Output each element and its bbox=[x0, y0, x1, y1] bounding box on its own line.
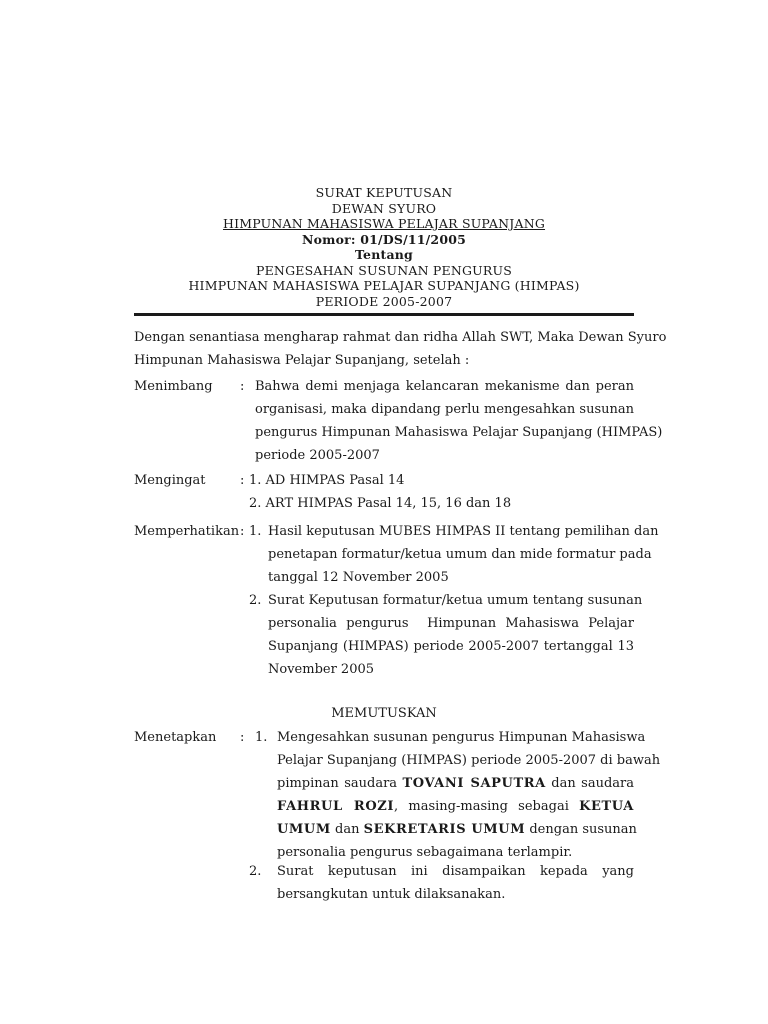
header-organization: HIMPUNAN MAHASISWA PELAJAR SUPANJANG bbox=[222, 216, 546, 231]
mengingat-item-2 bbox=[249, 492, 511, 515]
menetapkan-line bbox=[277, 818, 637, 841]
menetapkan-item-2-number: 2. bbox=[249, 864, 262, 879]
header-period: PERIODE 2005-2007 bbox=[315, 293, 453, 309]
memperhatikan-line: Surat Keputusan formatur/ketua umum tentang susunan bbox=[268, 593, 643, 608]
intro-line-2: Himpunan Mahasiswa Pelajar Supanjang, setelah : bbox=[134, 353, 470, 368]
memperhatikan-line: Hasil keputusan MUBES HIMPAS II tentang pemilihan dan bbox=[268, 524, 659, 539]
secretary-role: SEKRETARIS UMUM bbox=[363, 822, 526, 837]
menetapkan-colon: : bbox=[240, 730, 245, 745]
memperhatikan-item-1 bbox=[268, 520, 659, 589]
memperhatikan-item-1-number: 1. bbox=[249, 524, 262, 539]
menetapkan-text: , masing-masing sebagai bbox=[394, 799, 569, 814]
intro-line-1: Dengan senantiasa mengharap rahmat dan ridha Allah SWT, Maka Dewan Syuro bbox=[134, 330, 667, 345]
mengingat-item-text: ART HIMPAS Pasal 14, 15, 16 dan 18 bbox=[265, 496, 512, 511]
menetapkan-item-1 bbox=[277, 726, 661, 864]
mengingat-item-text: AD HIMPAS Pasal 14 bbox=[265, 473, 405, 488]
mengingat-colon: : bbox=[240, 473, 245, 488]
memperhatikan-line: penetapan formatur/ketua umum dan mide formatur pada bbox=[268, 547, 652, 562]
document-header bbox=[134, 185, 634, 309]
memperhatikan-item-2 bbox=[268, 589, 643, 681]
menimbang-line: periode 2005-2007 bbox=[255, 448, 380, 463]
menimbang-label: Menimbang bbox=[134, 379, 213, 394]
menetapkan-text: dan bbox=[335, 822, 360, 837]
menetapkan-item-1-number: 1. bbox=[255, 730, 268, 745]
memperhatikan-item-2-number: 2. bbox=[249, 593, 262, 608]
menimbang-colon: : bbox=[240, 379, 245, 394]
menetapkan-line bbox=[277, 772, 634, 795]
mengingat-item-number: 1. bbox=[249, 473, 262, 488]
menetapkan-label: Menetapkan bbox=[134, 730, 217, 745]
menetapkan-text: dengan susunan bbox=[529, 822, 637, 837]
secretary-name: FAHRUL ROZI bbox=[277, 799, 395, 814]
chair-role: UMUM bbox=[277, 822, 331, 837]
mengingat-item-number: 2. bbox=[249, 496, 262, 511]
menetapkan-line: Mengesahkan susunan pengurus Himpunan Mahasiswa bbox=[277, 730, 646, 745]
menetapkan-line bbox=[277, 795, 634, 818]
menimbang-text bbox=[255, 375, 663, 467]
menetapkan-line: Pelajar Supanjang (HIMPAS) periode 2005-2007 di bawah bbox=[277, 753, 661, 768]
memutuskan-heading: MEMUTUSKAN bbox=[331, 706, 437, 721]
mengingat-label: Mengingat bbox=[134, 473, 206, 488]
header-number: Nomor: 01/DS/11/2005 bbox=[301, 231, 467, 247]
menimbang-line: organisasi, maka dipandang perlu mengesahkan susunan bbox=[255, 402, 634, 417]
menetapkan-line: Surat keputusan ini disampaikan kepada yang bbox=[277, 864, 634, 879]
memperhatikan-line: personalia pengurus Himpunan Mahasiswa Pelajar bbox=[268, 616, 634, 631]
menetapkan-item-2 bbox=[277, 860, 634, 906]
menimbang-line: Bahwa demi menjaga kelancaran mekanisme dan peran bbox=[255, 379, 634, 394]
header-council: DEWAN SYURO bbox=[331, 200, 437, 216]
menimbang-line: pengurus Himpunan Mahasiswa Pelajar Supanjang (HIMPAS) bbox=[255, 425, 663, 440]
header-about: Tentang bbox=[354, 247, 413, 262]
memperhatikan-line: Supanjang (HIMPAS) periode 2005-2007 tertanggal 13 bbox=[268, 639, 634, 654]
memperhatikan-colon: : bbox=[240, 524, 245, 539]
mengingat-item-1 bbox=[249, 469, 404, 492]
chair-name: TOVANI SAPUTRA bbox=[402, 776, 546, 791]
menetapkan-text: pimpinan saudara bbox=[277, 776, 398, 791]
menetapkan-text: dan saudara bbox=[551, 776, 634, 791]
menetapkan-line: bersangkutan untuk dilaksanakan. bbox=[277, 887, 506, 902]
header-divider bbox=[134, 313, 634, 316]
memperhatikan-label: Memperhatikan bbox=[134, 524, 240, 539]
header-subject-org: HIMPUNAN MAHASISWA PELAJAR SUPANJANG (HIMPAS) bbox=[188, 278, 580, 293]
header-title: SURAT KEPUTUSAN bbox=[315, 185, 453, 200]
memperhatikan-line: tanggal 12 November 2005 bbox=[268, 570, 449, 585]
chair-role: KETUA bbox=[579, 799, 634, 814]
memperhatikan-line: November 2005 bbox=[268, 662, 375, 677]
header-subject: PENGESAHAN SUSUNAN PENGURUS bbox=[256, 262, 512, 278]
menetapkan-line: personalia pengurus sebagaimana terlampir. bbox=[277, 845, 573, 860]
